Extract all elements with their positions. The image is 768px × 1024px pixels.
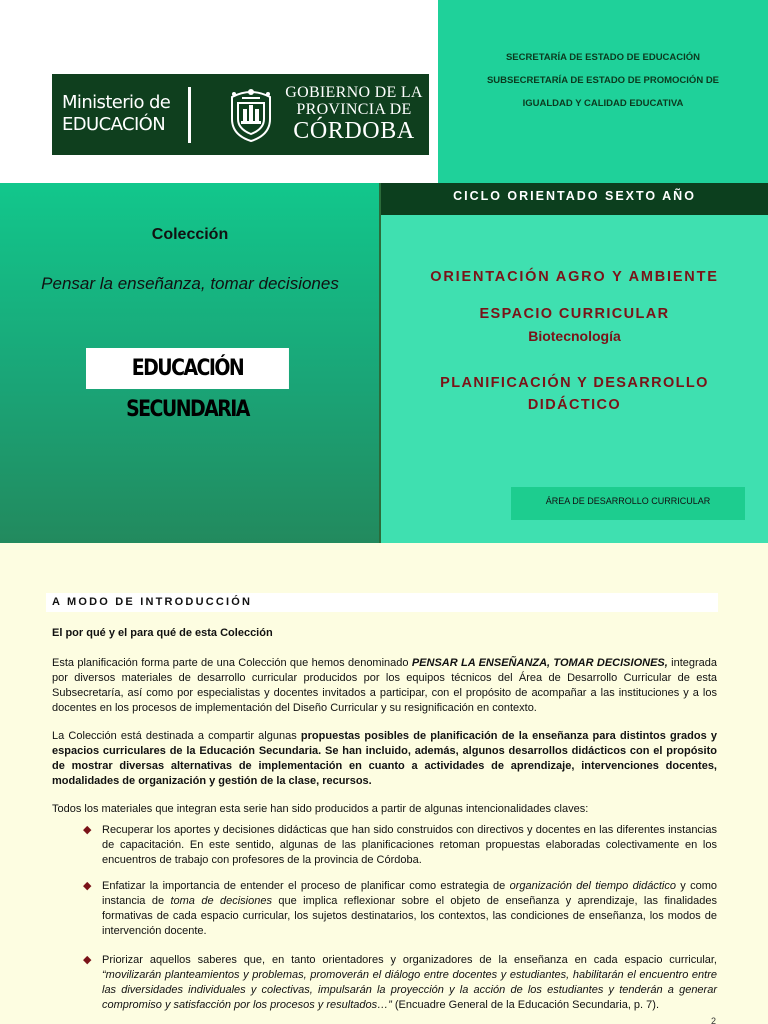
paragraph-1 [52, 656, 717, 716]
educacion-secundaria-badge: EDUCACIÓN SECUNDARIA [86, 348, 289, 389]
header-right [438, 0, 768, 183]
bullet-2-text-d: toma de decisiones [170, 895, 272, 907]
bullet-2-text-c: y como instancia de [102, 880, 717, 907]
collection-name: Pensar la enseñanza, tomar decisiones [41, 274, 339, 293]
logo-gobierno-line3: CÓRDOBA [293, 118, 415, 144]
p2-text-bold: propuestas posibles de planificación de la enseñanza para distintos grados y espacios curriculares de la Educación Secundaria. Se han incluido, además, algunos desarrollos didácticos con el propósito de mostrar diversas alternativas de implementación en cuanto a actividades de aprendizaje, intervenciones docentes, modalidades de organización y gestión de la clase, recursos. [52, 730, 718, 787]
intro-heading: A MODO DE INTRODUCCIÓN [46, 593, 718, 612]
secretaria-text: SECRETARÍA DE ESTADO DE EDUCACIÓN [505, 52, 701, 63]
diamond-bullet-icon: ◆ [83, 880, 92, 892]
planificacion-title: PLANIFICACIÓN Y DESARROLLO DIDÁCTICO [440, 375, 709, 413]
header-left [0, 0, 438, 183]
bullet-3-text-a: Priorizar aquellos saberes que, en tanto orientadores y organizadores de la enseñanza en cada espacio curricular, [102, 954, 717, 966]
logo-ministerio-line2: EDUCACIÓN [62, 114, 166, 135]
orientacion-title: ORIENTACIÓN AGRO Y AMBIENTE [430, 269, 719, 285]
paragraph-3: Todos los materiales que integran esta serie han sido producidos a partir de algunas intencionalidades claves: [52, 803, 589, 815]
logo-gobierno-line2: PROVINCIA DE [296, 101, 412, 118]
bullet-item-2 [83, 879, 717, 939]
cover-left-panel [0, 183, 380, 543]
diamond-bullet-icon: ◆ [83, 954, 92, 966]
bullet-2-text-e: que implica reflexionar sobre el objeto de enseñanza y aprendizaje, las finalidades formativas de cada espacio curricular, los sujetos destinatarios, los contextos, las condiciones de enseñanza, los modos de intervención docente. [102, 895, 717, 937]
bullet-2-text-a: Enfatizar la importancia de entender el proceso de planificar como estrategia de [102, 880, 510, 892]
bullet-1-text: Recuperar los aportes y decisiones didácticas que han sido construidos con directivos y docentes en las diferentes instancias de capacitación. En este sentido, algunas de las planificaciones retoman propuestas elaboradas colectivamente en los encuentros de trabajo con profesores de la provincia de Córdoba. [102, 824, 717, 866]
bullet-3-citation: (Encuadre General de la Educación Secundaria, p. 7). [391, 999, 659, 1011]
subsecretaria-text: SUBSECRETARÍA DE ESTADO DE PROMOCIÓN DE [486, 75, 720, 86]
logo-ministerio [62, 92, 172, 136]
logo-gobierno [284, 84, 424, 144]
bullet-2-text-b: organización del tiempo didáctico [509, 880, 676, 892]
bullet-item-3 [83, 953, 717, 1013]
p2-text-a: La Colección está destinada a compartir algunas [52, 730, 301, 742]
subheading: El por qué y el para qué de esta Colección [52, 627, 273, 639]
ciclo-bar: CICLO ORIENTADO SEXTO AÑO [381, 183, 768, 215]
diamond-bullet-icon: ◆ [83, 824, 92, 836]
coleccion-title: Colección [151, 226, 229, 243]
area-label: ÁREA DE DESARROLLO CURRICULAR [511, 487, 745, 520]
ministry-logo [52, 74, 429, 155]
logo-gobierno-line1: GOBIERNO DE LA [285, 84, 423, 101]
cover-right-panel [381, 215, 768, 543]
paragraph-2 [52, 729, 717, 789]
cordoba-shield-icon [224, 83, 278, 145]
p1-collection-name: PENSAR LA ENSEÑANZA, TOMAR DECISIONES, [411, 657, 668, 669]
bullet-item-1 [83, 823, 717, 868]
espacio-curricular-title: ESPACIO CURRICULAR [479, 306, 670, 322]
logo-ministerio-line1: Ministerio de [62, 92, 171, 113]
logo-separator [188, 87, 191, 143]
ministry-lines [438, 46, 768, 115]
igualdad-text: IGUALDAD Y CALIDAD EDUCATIVA [522, 98, 684, 109]
subject-name: Biotecnología [528, 328, 621, 344]
p1-text-c: integrada por diversos materiales de desarrollo curricular producidos por los equipos técnicos del Área de Desarrollo Curricular de esta Subsecretaría, así como por especialistas y docentes invitados a participar, con el propósito de acompañar a las instituciones y a los docentes en los procesos de implementación del Diseño Curricular y su resignificación en contexto. [52, 657, 717, 714]
page-number: 2 [711, 1016, 717, 1024]
p1-text-a: Esta planificación forma parte de una Colección que hemos denominado [52, 657, 412, 669]
bullet-3-quote: “movilizarán planteamientos y problemas, promoverán el diálogo entre docentes y estudiantes, habilitarán el encuentro entre las diversidades individuales y colectivas, impulsarán la proyección y la acción de los estudiantes y tenderán a generar compromiso y satisfacción por los procesos y resultados…” [102, 969, 717, 1011]
